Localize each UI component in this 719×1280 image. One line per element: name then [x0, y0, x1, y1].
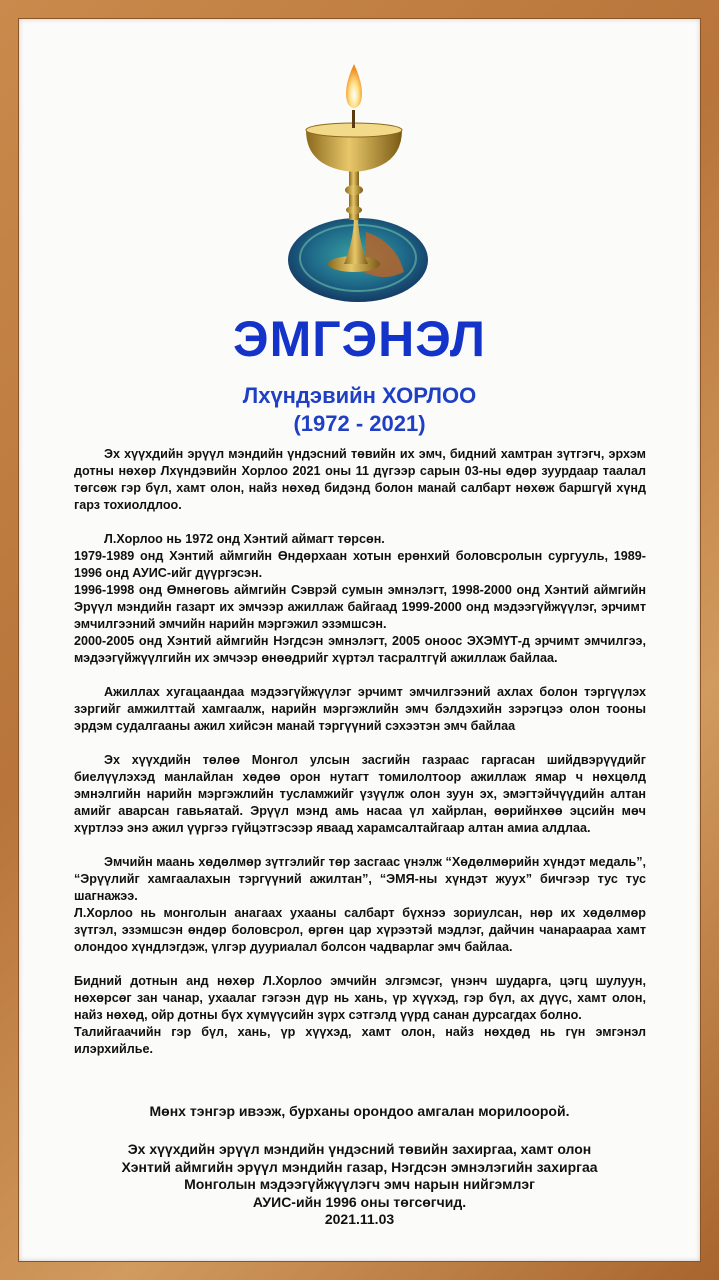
signer-line: Эх хүүхдийн эрүүл мэндийн үндэсний төвийн захиргаа, хамт олон — [127, 1141, 592, 1157]
page-title: ЭМГЭНЭЛ — [233, 311, 486, 367]
paragraph-memory: Бидний дотнын анд нөхөр Л.Хорлоо эмчийн элгэмсэг, үнэнч шударга, цэгц шулуун, нөхөрсөг зан чанар, ухаалаг гэгээн дүр нь хань, үр хүүхэд, гэр бүл, ах дүүс, хамт олон, найз нөхөд, ойр дотны бүх хүмүүсийн зүрх сэтгэлд үүрд санан дурсагдах болно. — [74, 974, 646, 1022]
paragraph-birth: Л.Хорлоо нь 1972 онд Хэнтий аймагт төрсөн. — [104, 532, 385, 546]
paragraph-legacy: Л.Хорлоо нь монголын анагаах ухааны салбарт бүхнээ зориулсан, нөр их хөдөлмөр зүтгэл, эзэмшсэн өндөр боловсрол, өргөн цар хүрээтэй мэдлэг, дайчин чанараараа хамт олондоо хүндлэгдэж, үлгэр дууриалал болсон чадварлаг эмч байлаа. — [74, 906, 646, 954]
paragraph-condolence: Талийгаачийн гэр бүл, хань, үр хүүхэд, хамт олон, найз нөхдөд нь гүн эмгэнэл илэрхийлье. — [74, 1025, 646, 1056]
butter-lamp-icon — [286, 60, 436, 305]
date-line: 2021.11.03 — [324, 1211, 395, 1227]
signer-line: АУИС-ийн 1996 оны төгсөгчид. — [252, 1193, 467, 1210]
paragraph-service: Эх хүүхдийн төлөө Монгол улсын засгийн газраас гаргасан шийдвэрүүдийг биелүүлэхэд манлайлан хөдөө орон нутагт томилолтоор ажиллаж ямар ч нөхцөлд эмнэлгийн нарийн мэргэжлийн тусламжийг үзүүлж олон зуун эх, эмэгтэйчүүдийн алтан амийг аварсан гавьяатай. Эрүүл мэнд амь насаа үл хайрлан, өөрийнхөө эцсийн мөч хүртлээ энэ ажил үүргээ гүйцэтгэсээр яваад харамсалтайгаар алтан амиа алдлаа. — [74, 753, 646, 835]
signer-line: Монголын мэдээгүйжүүлэгч эмч нарын нийгэмлэг — [184, 1176, 535, 1192]
paragraph-intro: Эх хүүхдийн эрүүл мэндийн үндэсний төвийн их эмч, бидний хамтран зүтгэгч, эрхэм дотны нөхөр Лхүндэвийн Хорлоо 2021 оны 11 дүгээр сарын 03-ны өдөр зуурдаар таалал төгсөж гэр бүл, хамт олон, найз нөхөд бидэнд болон манай салбарт нөхөж баршгүй хүнд гарз тохиолдлоо. — [74, 447, 646, 512]
signer-line: Хэнтий аймгийн эрүүл мэндийн газар, Нэгдсэн эмнэлэгийн захиргаа — [121, 1158, 598, 1175]
person-years: (1972 - 2021) — [293, 411, 426, 436]
person-name: Лхүндэвийн ХОРЛОО — [242, 383, 477, 408]
blessing-line: Мөнх тэнгэр ивээж, бурханы орондоо амгалан морилоорой. — [149, 1103, 570, 1119]
paragraph-career-1: 1996-1998 онд Өмнөговь аймгийн Сэврэй сумын эмнэлэгт, 1998-2000 онд Хэнтий аймгийн Эрүүл мэндийн газарт их эмчээр ажиллаж байгаад 1999-2000 онд мэдээгүйжүүлэг, эрчимт эмчилгээний эмчийн нарийн мэргэжил эзэмшсэн. — [74, 583, 646, 631]
paragraph-achievements: Ажиллах хугацаандаа мэдээгүйжүүлэг эрчимт эмчилгээний ахлах болон тэргүүлэх зэргийг амжилттай хамгаалж, нарийн мэргэжлийн эмч бэлдэхийн зэрэгцээ олон тооны эрдэм судалгааны ажил хийсэн манай тэргүүний сэхээтэн эмч байлаа — [74, 685, 646, 733]
obituary-body — [74, 446, 646, 1058]
person-heading — [0, 382, 719, 438]
paragraph-career-2: 2000-2005 онд Хэнтий аймгийн Нэгдсэн эмнэлэгт, 2005 оноос ЭХЭМҮТ-д эрчимт эмчилгээ, мэдээгүйжүүлгийн их эмчээр өнөөдрийг хүртэл тасралтгүй ажиллаж байлаа. — [74, 634, 646, 665]
paragraph-education: 1979-1989 онд Хэнтий аймгийн Өндөрхаан хотын ерөнхий боловсролын сургууль, 1989-1996 онд АУИС-ийг дүүргэсэн. — [74, 549, 646, 580]
signers-block — [0, 1141, 719, 1229]
paragraph-awards: Эмчийн маань хөдөлмөр зүтгэлийг төр засгаас үнэлж “Хөдөлмөрийн хүндэт медаль”, “Эрүүлийг хамгаалахын тэргүүний ажилтан”, “ЭМЯ-ны хүндэт жуух” бичгээр тус тус шагнажээ. — [74, 855, 646, 903]
